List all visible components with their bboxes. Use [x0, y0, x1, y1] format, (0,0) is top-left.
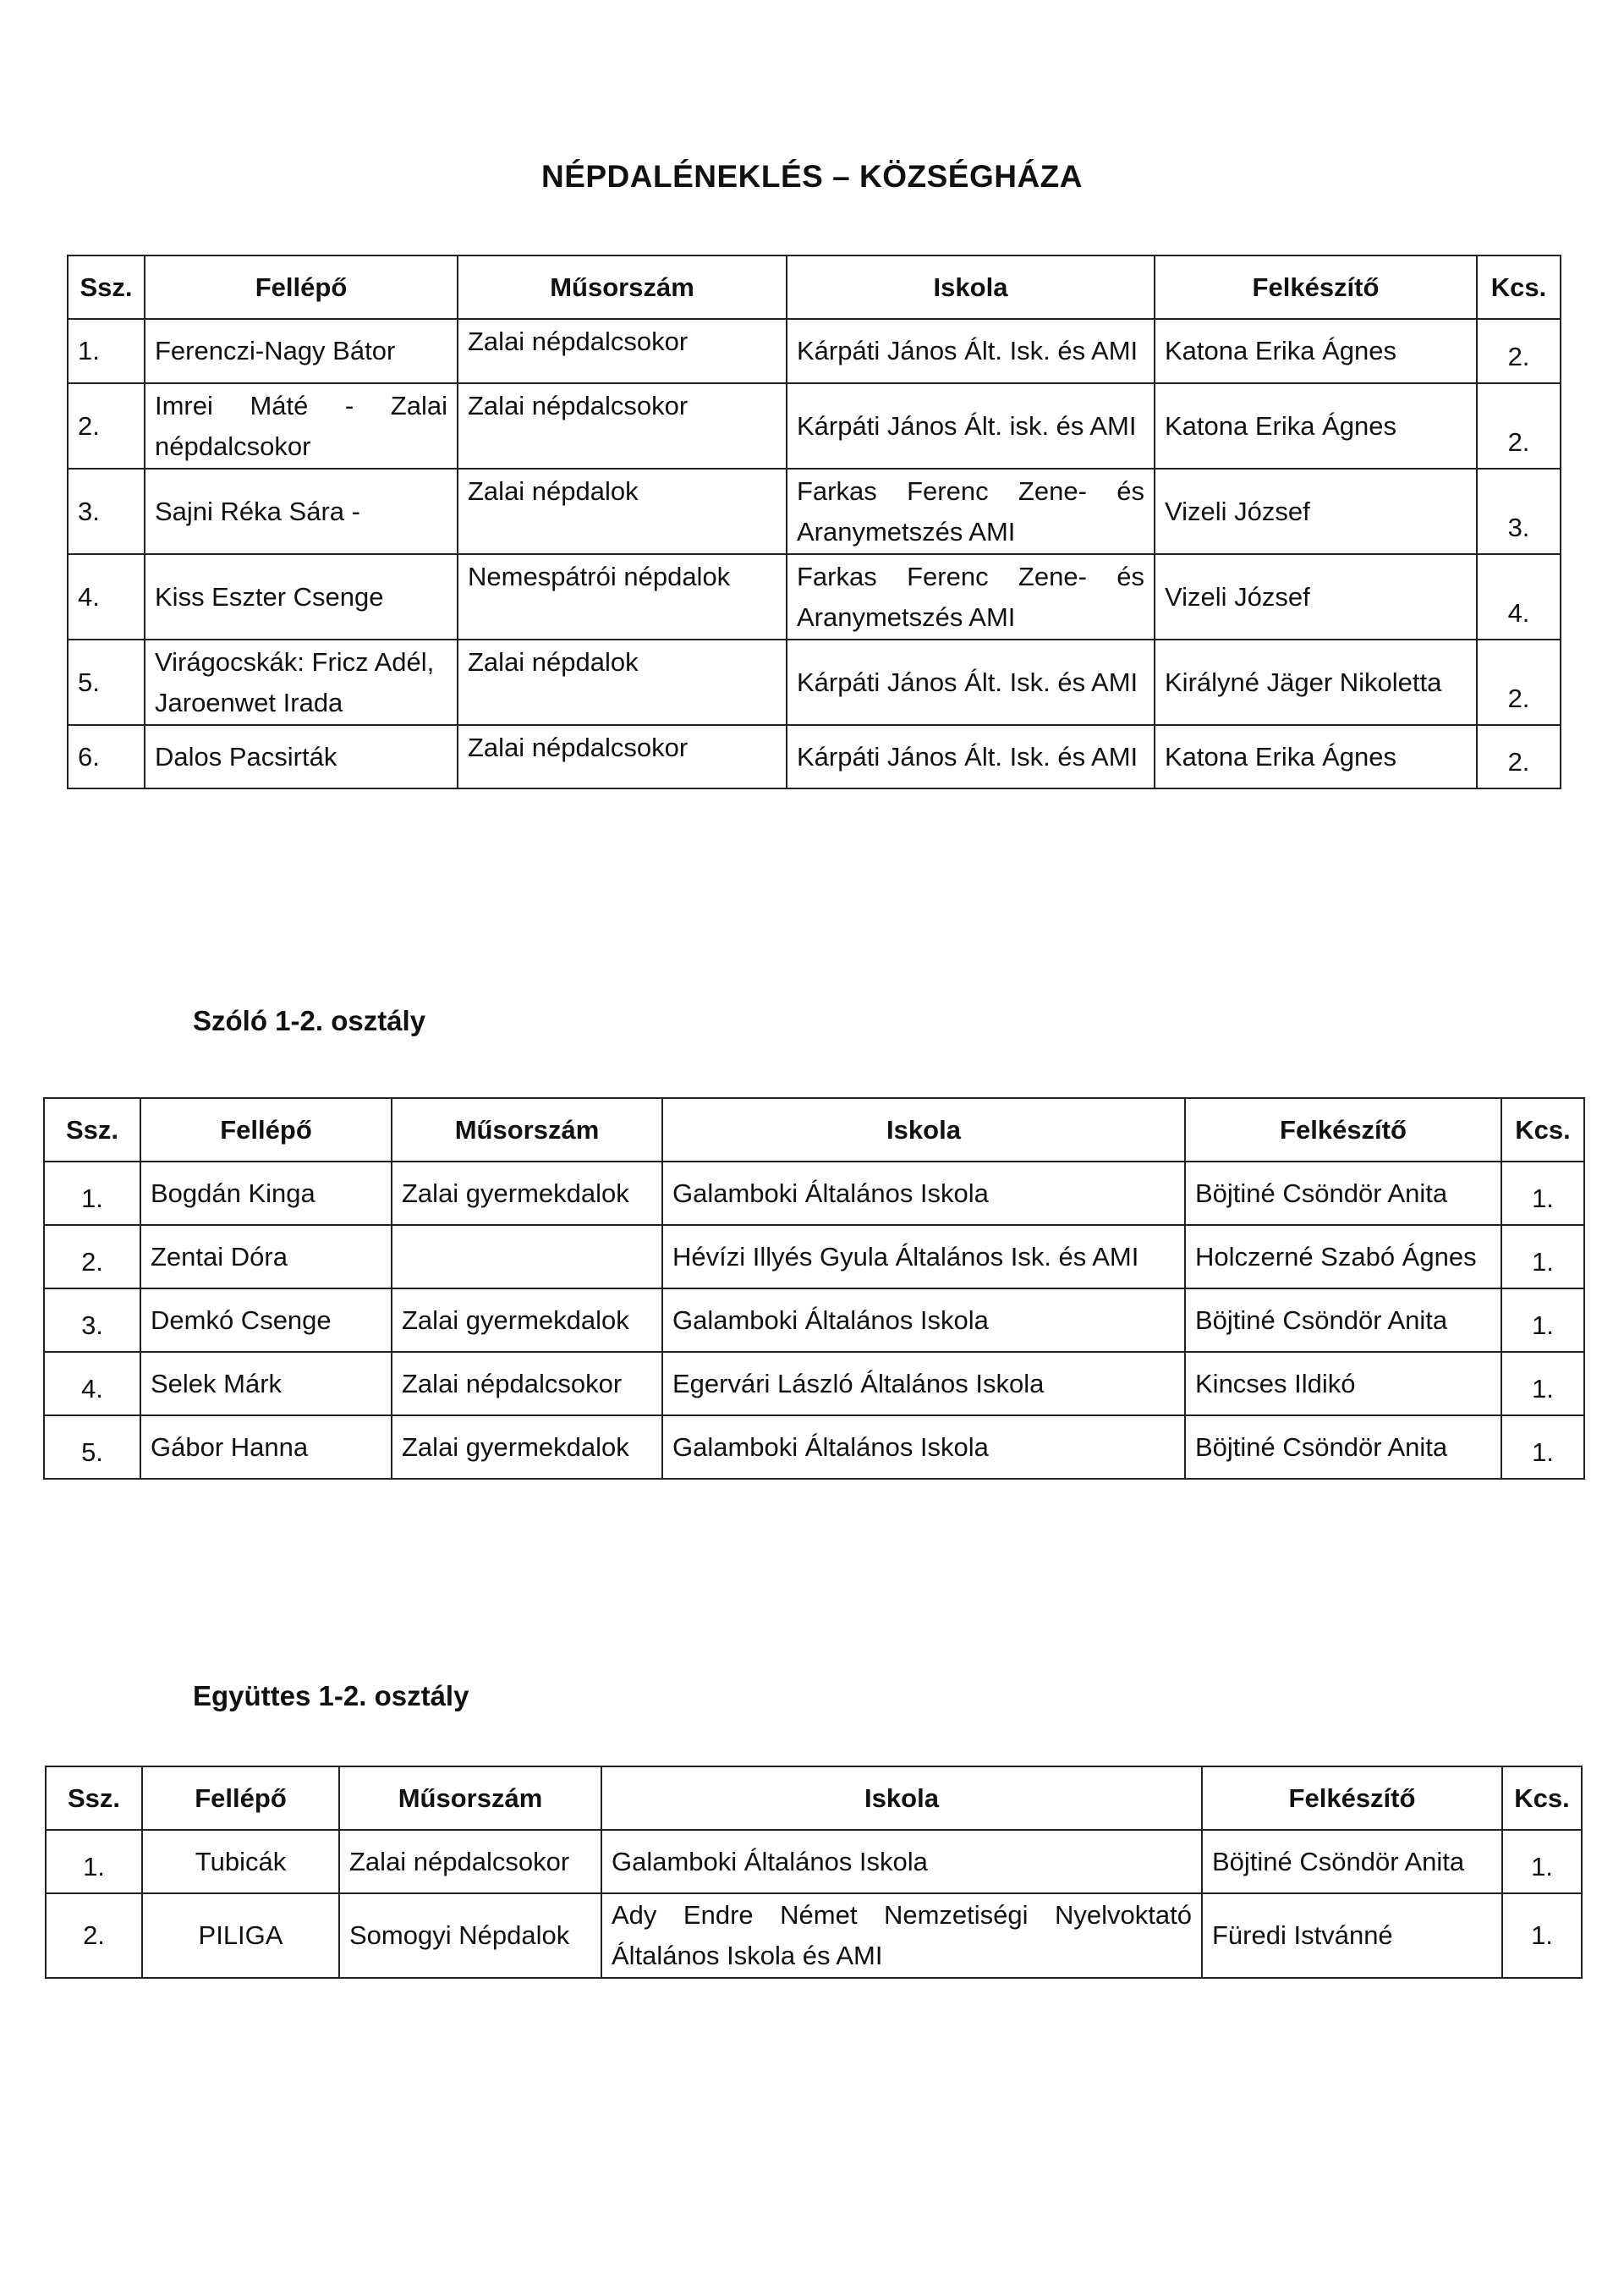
- cell-ssz: 4.: [44, 1352, 140, 1415]
- column-header: Felkészítő: [1185, 1098, 1501, 1162]
- egyuttes-table: [45, 1766, 1583, 1979]
- cell-kcs: 2.: [1477, 640, 1561, 725]
- cell-musorszam: [392, 1225, 662, 1288]
- cell-iskola: Galamboki Általános Iskola: [662, 1288, 1185, 1352]
- cell-iskola: Farkas Ferenc Zene- és Aranymetszés AMI: [787, 554, 1155, 640]
- cell-ssz: 2.: [46, 1893, 142, 1978]
- nepdaleneklés-table: [67, 255, 1561, 789]
- cell-fellepo: Bogdán Kinga: [140, 1162, 392, 1225]
- table-header-row: [46, 1766, 1582, 1830]
- cell-kcs: 2.: [1477, 319, 1561, 383]
- page-title: NÉPDALÉNEKLÉS – KÖZSÉGHÁZA: [540, 159, 1083, 194]
- cell-ssz: 3.: [68, 469, 145, 554]
- cell-musorszam: Zalai gyermekdalok: [392, 1288, 662, 1352]
- cell-iskola: Egervári László Általános Iskola: [662, 1352, 1185, 1415]
- section-heading-egyuttes: Együttes 1-2. osztály: [193, 1680, 469, 1711]
- cell-kcs: 2.: [1477, 725, 1561, 788]
- cell-iskola: Galamboki Általános Iskola: [662, 1415, 1185, 1479]
- cell-musorszam: Zalai népdalcsokor: [339, 1830, 601, 1893]
- cell-fellepo: Dalos Pacsirták: [145, 725, 458, 788]
- cell-kcs: 1.: [1501, 1352, 1584, 1415]
- cell-kcs: 1.: [1502, 1893, 1582, 1978]
- cell-fellepo: Kiss Eszter Csenge: [145, 554, 458, 640]
- column-header: Fellépő: [140, 1098, 392, 1162]
- cell-iskola: Hévízi Illyés Gyula Általános Isk. és AMI: [662, 1225, 1185, 1288]
- cell-ssz: 2.: [44, 1225, 140, 1288]
- cell-ssz: 1.: [46, 1830, 142, 1893]
- cell-ssz: 4.: [68, 554, 145, 640]
- cell-fellepo: Demkó Csenge: [140, 1288, 392, 1352]
- table-row: [46, 1830, 1582, 1893]
- cell-ssz: 2.: [68, 383, 145, 469]
- cell-ssz: 1.: [68, 319, 145, 383]
- cell-felkeszito: Katona Erika Ágnes: [1155, 383, 1477, 469]
- cell-felkeszito: Böjtiné Csöndör Anita: [1185, 1288, 1501, 1352]
- cell-iskola: Kárpáti János Ált. Isk. és AMI: [787, 640, 1155, 725]
- column-header: Műsorszám: [458, 255, 787, 319]
- cell-ssz: 5.: [44, 1415, 140, 1479]
- cell-felkeszito: Vizeli József: [1155, 469, 1477, 554]
- column-header: Műsorszám: [339, 1766, 601, 1830]
- cell-kcs: 4.: [1477, 554, 1561, 640]
- cell-kcs: 1.: [1502, 1830, 1582, 1893]
- cell-iskola: Kárpáti János Ált. Isk. és AMI: [787, 725, 1155, 788]
- section-heading-szolo: Szóló 1-2. osztály: [193, 1005, 426, 1036]
- szolo-table: [43, 1097, 1585, 1480]
- table-row: [68, 640, 1561, 725]
- cell-iskola: Farkas Ferenc Zene- és Aranymetszés AMI: [787, 469, 1155, 554]
- cell-felkeszito: Katona Erika Ágnes: [1155, 319, 1477, 383]
- column-header: Felkészítő: [1202, 1766, 1502, 1830]
- cell-felkeszito: Holczerné Szabó Ágnes: [1185, 1225, 1501, 1288]
- cell-kcs: 3.: [1477, 469, 1561, 554]
- table-row: [68, 554, 1561, 640]
- cell-iskola: Kárpáti János Ált. isk. és AMI: [787, 383, 1155, 469]
- table-row: [44, 1352, 1584, 1415]
- cell-kcs: 1.: [1501, 1415, 1584, 1479]
- cell-fellepo: Selek Márk: [140, 1352, 392, 1415]
- cell-kcs: 1.: [1501, 1288, 1584, 1352]
- column-header: Kcs.: [1501, 1098, 1584, 1162]
- cell-fellepo: Zentai Dóra: [140, 1225, 392, 1288]
- cell-ssz: 6.: [68, 725, 145, 788]
- cell-musorszam: Zalai népdalcsokor: [458, 383, 787, 469]
- cell-musorszam: Zalai népdalcsokor: [392, 1352, 662, 1415]
- cell-fellepo: Tubicák: [142, 1830, 339, 1893]
- cell-felkeszito: Böjtiné Csöndör Anita: [1202, 1830, 1502, 1893]
- cell-musorszam: Zalai népdalok: [458, 469, 787, 554]
- cell-ssz: 5.: [68, 640, 145, 725]
- column-header: Ssz.: [68, 255, 145, 319]
- cell-iskola: Ady Endre Német Nemzetiségi Nyelvoktató Általános Iskola és AMI: [601, 1893, 1202, 1978]
- cell-musorszam: Zalai gyermekdalok: [392, 1415, 662, 1479]
- cell-felkeszito: Királyné Jäger Nikoletta: [1155, 640, 1477, 725]
- column-header: Műsorszám: [392, 1098, 662, 1162]
- table-row: [68, 469, 1561, 554]
- cell-ssz: 1.: [44, 1162, 140, 1225]
- cell-iskola: Galamboki Általános Iskola: [601, 1830, 1202, 1893]
- table-header-row: [68, 255, 1561, 319]
- cell-kcs: 2.: [1477, 383, 1561, 469]
- column-header: Iskola: [787, 255, 1155, 319]
- cell-musorszam: Zalai népdalok: [458, 640, 787, 725]
- column-header: Iskola: [662, 1098, 1185, 1162]
- table-row: [44, 1225, 1584, 1288]
- table-row: [44, 1415, 1584, 1479]
- column-header: Ssz.: [44, 1098, 140, 1162]
- cell-felkeszito: Böjtiné Csöndör Anita: [1185, 1415, 1501, 1479]
- column-header: Ssz.: [46, 1766, 142, 1830]
- cell-musorszam: Nemespátrói népdalok: [458, 554, 787, 640]
- cell-felkeszito: Füredi Istvánné: [1202, 1893, 1502, 1978]
- cell-musorszam: Zalai népdalcsokor: [458, 319, 787, 383]
- column-header: Fellépő: [142, 1766, 339, 1830]
- column-header: Kcs.: [1477, 255, 1561, 319]
- column-header: Fellépő: [145, 255, 458, 319]
- cell-musorszam: Zalai gyermekdalok: [392, 1162, 662, 1225]
- cell-fellepo: Gábor Hanna: [140, 1415, 392, 1479]
- column-header: Kcs.: [1502, 1766, 1582, 1830]
- cell-iskola: Galamboki Általános Iskola: [662, 1162, 1185, 1225]
- cell-kcs: 1.: [1501, 1225, 1584, 1288]
- cell-felkeszito: Katona Erika Ágnes: [1155, 725, 1477, 788]
- table-row: [44, 1288, 1584, 1352]
- table-row: [46, 1893, 1582, 1978]
- table-row: [68, 319, 1561, 383]
- cell-fellepo: Virágocskák: Fricz Adél, Jaroenwet Irada: [145, 640, 458, 725]
- table-row: [68, 725, 1561, 788]
- table-row: [68, 383, 1561, 469]
- column-header: Iskola: [601, 1766, 1202, 1830]
- cell-ssz: 3.: [44, 1288, 140, 1352]
- table-row: [44, 1162, 1584, 1225]
- cell-fellepo: Ferenczi-Nagy Bátor: [145, 319, 458, 383]
- cell-felkeszito: Böjtiné Csöndör Anita: [1185, 1162, 1501, 1225]
- cell-fellepo: Sajni Réka Sára -: [145, 469, 458, 554]
- cell-fellepo: PILIGA: [142, 1893, 339, 1978]
- cell-musorszam: Somogyi Népdalok: [339, 1893, 601, 1978]
- cell-musorszam: Zalai népdalcsokor: [458, 725, 787, 788]
- table-header-row: [44, 1098, 1584, 1162]
- cell-felkeszito: Kincses Ildikó: [1185, 1352, 1501, 1415]
- cell-iskola: Kárpáti János Ált. Isk. és AMI: [787, 319, 1155, 383]
- cell-fellepo: Imrei Máté - Zalai népdalcsokor: [145, 383, 458, 469]
- column-header: Felkészítő: [1155, 255, 1477, 319]
- cell-kcs: 1.: [1501, 1162, 1584, 1225]
- cell-felkeszito: Vizeli József: [1155, 554, 1477, 640]
